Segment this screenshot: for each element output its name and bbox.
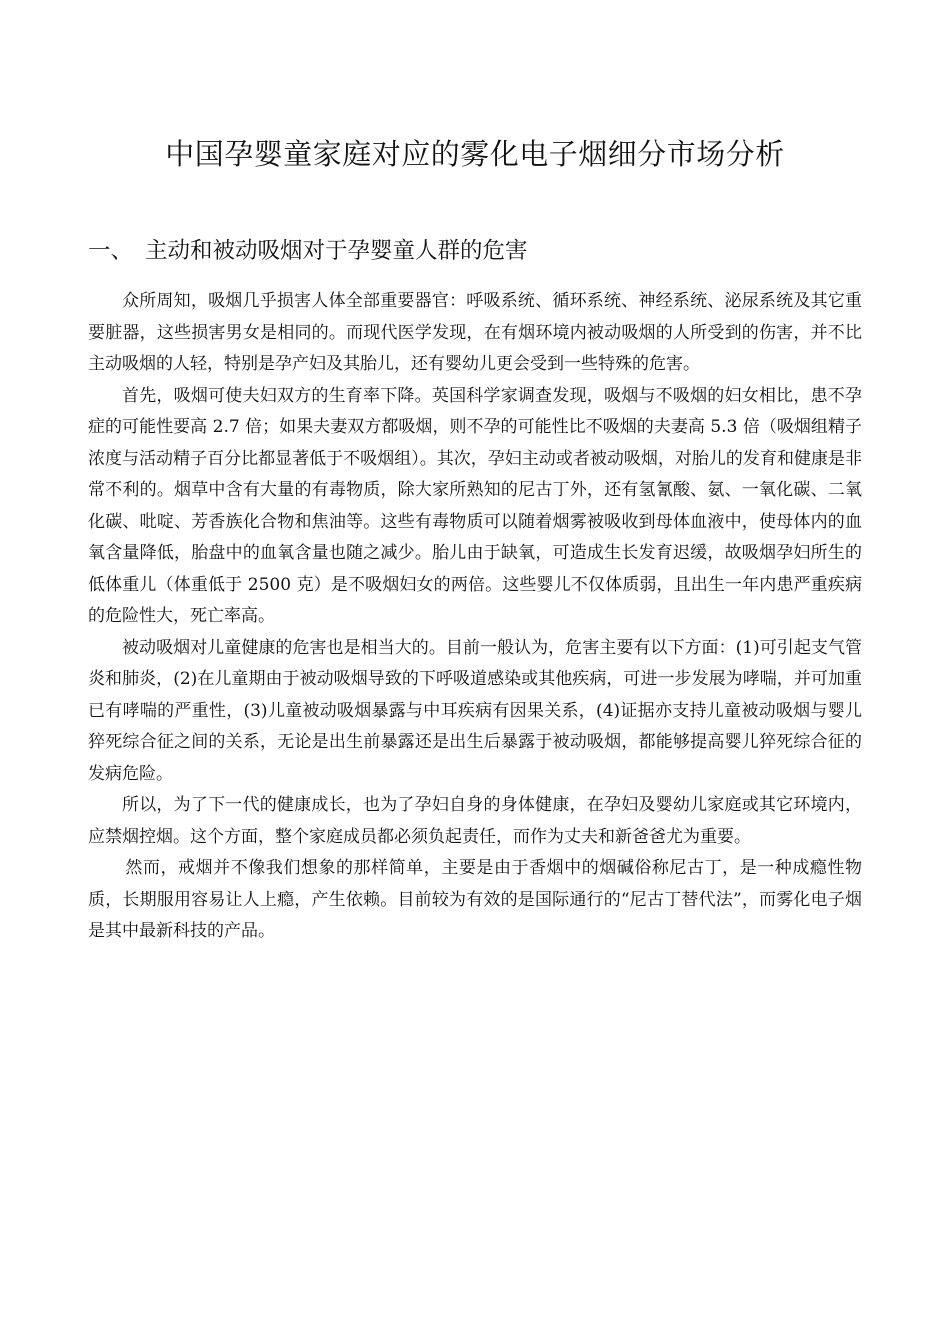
section-heading bbox=[88, 235, 528, 267]
section-heading-text: 主动和被动吸烟对于孕婴童人群的危害 bbox=[145, 238, 528, 264]
section-number: 一、 bbox=[88, 238, 134, 264]
body-text bbox=[88, 286, 862, 948]
document-title: 中国孕婴童家庭对应的雾化电子烟细分市场分析 bbox=[165, 137, 785, 171]
paragraph-5: 然而，戒烟并不像我们想象的那样简单，主要是由于香烟中的烟碱俗称尼古丁，是一种成瘾性物质，长期服用容易让人上瘾，产生依赖。目前较为有效的是国际通行的“尼古丁替代法”，而雾化电子烟是其中最新科技的产品。 bbox=[88, 858, 862, 941]
paragraph-4: 所以，为了下一代的健康成长，也为了孕妇自身的身体健康，在孕妇及婴幼儿家庭或其它环境内，应禁烟控烟。这个方面，整个家庭成员都必须负起责任，而作为丈夫和新爸爸尤为重要。 bbox=[88, 795, 862, 847]
paragraph-3: 被动吸烟对儿童健康的危害也是相当大的。目前一般认为，危害主要有以下方面：(1)可引起支气管炎和肺炎，(2)在儿童期由于被动吸烟导致的下呼吸道感染或其他疾病，可进一步发展为哮喘，并可加重已有哮喘的严重性，(3)儿童被动吸烟暴露与中耳疾病有因果关系，(4)证据亦支持儿童被动吸烟与婴儿猝死综合征之间的关系，无论是出生前暴露还是出生后暴露于被动吸烟，都能够提高婴儿猝死综合征的发病危险。 bbox=[88, 637, 862, 784]
paragraph-2: 首先，吸烟可使夫妇双方的生育率下降。英国科学家调查发现，吸烟与不吸烟的妇女相比，患不孕症的可能性要高 2.7 倍；如果夫妻双方都吸烟，则不孕的可能性比不吸烟的夫妻高 5.3 倍（吸烟组精子浓度与活动精子百分比都显著低于不吸烟组）。其次，孕妇主动或者被动吸烟，对胎儿的发育和健康是非常不利的。烟草中含有大量的有毒物质，除大家所熟知的尼古丁外，还有氢氰酸、氨、一氧化碳、二氧化碳、吡啶、芳香族化合物和焦油等。这些有毒物质可以随着烟雾被吸收到母体血液中，使母体内的血氧含量降低，胎盘中的血氧含量也随之减少。胎儿由于缺氧，可造成生长发育迟缓，故吸烟孕妇所生的低体重儿（体重低于 2500 克）是不吸烟妇女的两倍。这些婴儿不仅体质弱，且出生一年内患严重疾病的危险性大，死亡率高。 bbox=[88, 385, 862, 626]
paragraph-1: 众所周知，吸烟几乎损害人体全部重要器官：呼吸系统、循环系统、神经系统、泌尿系统及其它重要脏器，这些损害男女是相同的。而现代医学发现，在有烟环境内被动吸烟的人所受到的伤害，并不比主动吸烟的人轻，特别是孕产妇及其胎儿，还有婴幼儿更会受到一些特殊的危害。 bbox=[88, 291, 862, 374]
